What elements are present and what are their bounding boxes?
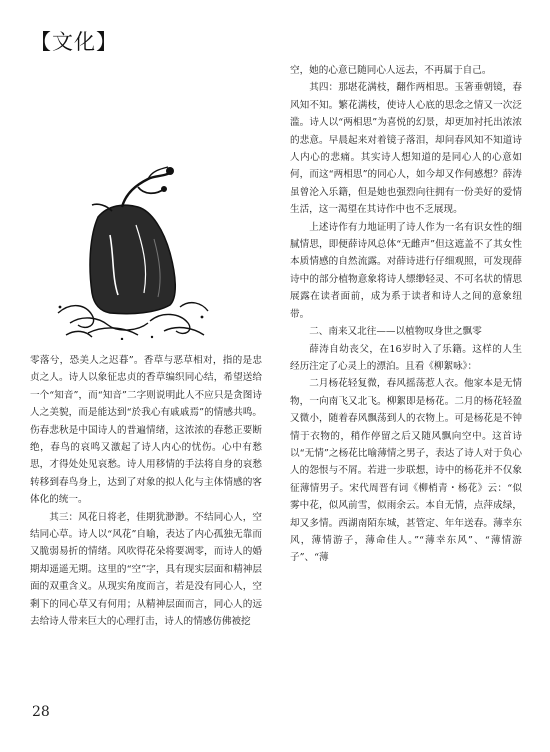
left-text-column [30,352,262,631]
paragraph: 空，她的心意已随同心人远去，不再属于自己。 [290,65,492,76]
ink-rock-and-waves-illustration [52,165,212,340]
paragraph: 上述诗作有力地证明了诗人作为一名有识女性的细腻情思，即便薛诗风总体“无雌声”但这遮盖不了其女性本质情感的自然流露。对薛诗进行仔细观照，可发现薛诗中的部分植物意象将诗人缥缈轻灵、不可名状的情思展露在读者面前，成为系于读者和诗人之间的意象纽带。 [290,221,522,320]
right-text-column [290,62,522,567]
paragraph: 零落兮，恐美人之迟暮”。香草与恶草相对，指的是忠贞之人。诗人以象征忠贞的香草编织同心结，希望送给一个“知音”，而“知音”二字则说明此人不应只是贪图诗人之美貌，而是能达到“於我心有戚戚焉”的情感共鸣。伤春悲秋是中国诗人的普遍情绪，这浓浓的春愁正要断绝，春鸟的哀鸣又激起了诗人内心的忧伤。心中有愁思，才得处处见哀愁。诗人用移情的手法将自身的哀愁转移到春鸟身上，达到了对象的拟人化与主体情感的客体化的统一。 [30,355,262,506]
page-number: 28 [32,704,50,720]
rock-shape [90,205,175,314]
section-heading: 二、南来又北往——以植物叹身世之飘零 [309,326,482,338]
section-label: 【文化】 [30,30,118,54]
paragraph: 其四：那堪花满枝，翻作两相思。玉箸垂朝镜，春风知不知。繁花满枝，使诗人心底的思念之情又一次泛滥。诗人以“两相思”为喜悦的幻景，却更加衬托出浓浓的悲意。早晨起来对着镜子落泪，却问春风知不知道诗人内心的悲痛。其实诗人想知道的是同心人的心意如何，而这“两相思”的同心人，如今却又作何感想？薛涛虽曾沦入乐籍，但是她也强烈向往拥有一份美好的爱情生活，这一渴望在其诗作中也不乏展现。 [290,82,522,216]
paragraph: 二月杨花轻复微，春风摇荡惹人衣。他家本是无情物，一向南飞又北飞。柳絮即是杨花。二月的杨花轻盈又微小，随着春风飘荡到人的衣物上。可是杨花是不钟情于衣物的，稍作停留之后又随风飘向空中。这首诗以“无情”之杨花比喻薄情之男子，表达了诗人对于负心人的怨恨与不屑。若进一步联想，诗中的杨花并不仅象征薄情男子。宋代周晋有词《柳梢青・杨花》云：“似雾中花，似风前雪，似雨余云。本自无情，点萍成绿，却又多情。西湖南陌东城，甚管定、年年送春。薄幸东风，薄情游子，薄命佳人。”“薄幸东风”、“薄情游子”、“薄 [290,378,522,564]
paragraph: 薛涛自幼丧父，在16岁时入了乐籍。这样的人生经历注定了心灵上的漂泊。且看《柳絮咏》： [290,343,522,372]
paragraph: 其三：风花日将老，佳期犹渺渺。不结同心人，空结同心草。诗人以“风花”自喻，表达了内心孤独无靠而又脆弱易折的情绪。风吹得花朵将要凋零，而诗人的婚期却遥遥无期。这里的“空”字，具有现实层面和精神层面的双重含义。从现实角度而言，若是没有同心人，空剩下的同心草又有何用；从精神层面而言，同心人的远去给诗人带来巨大的心理打击，诗人的情感仿佛被挖 [30,511,262,628]
